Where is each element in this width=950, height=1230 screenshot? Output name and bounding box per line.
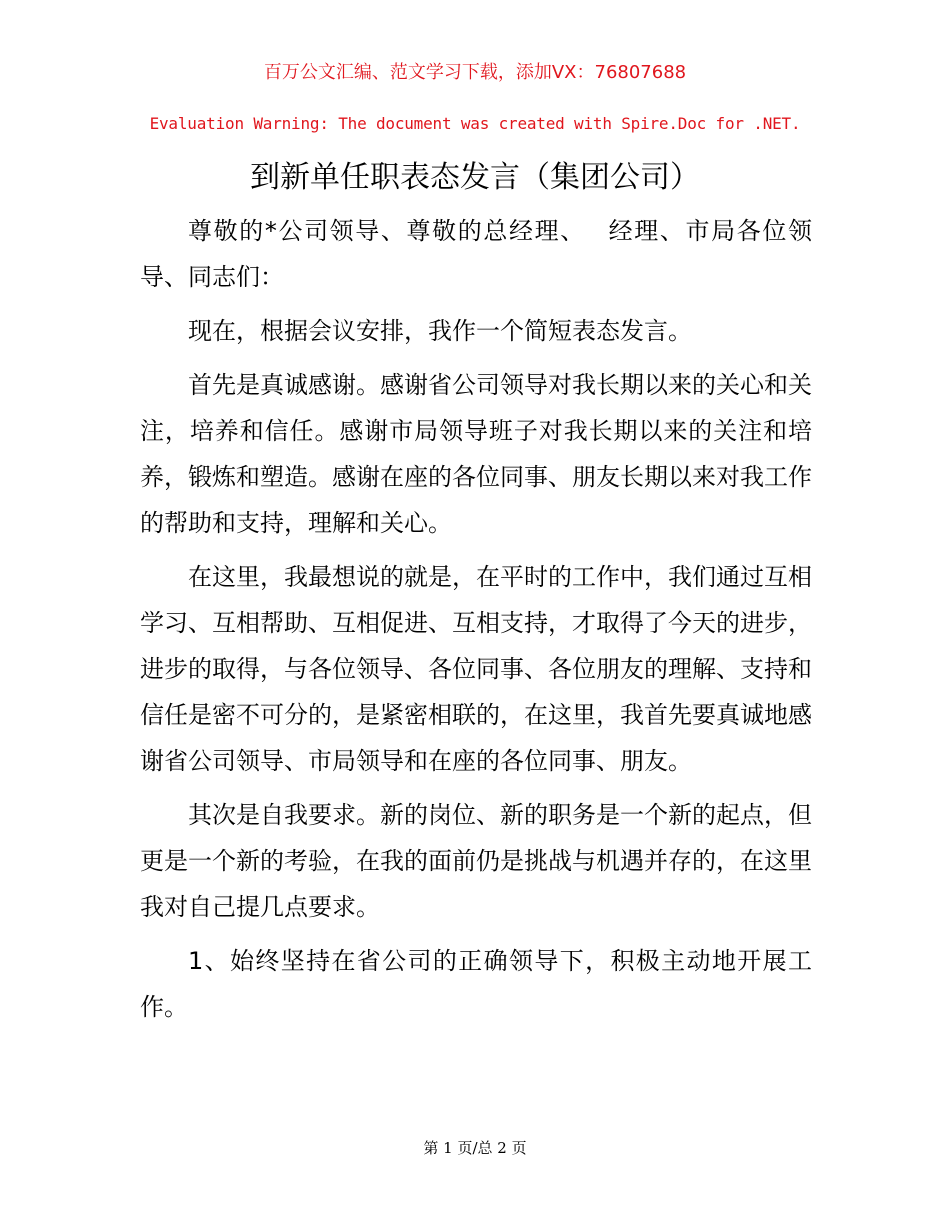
paragraph-point-1: 1、始终坚持在省公司的正确领导下，积极主动地开展工作。 <box>140 947 812 1021</box>
page-number: 第 1 页/总 2 页 <box>423 1139 527 1157</box>
paragraph-intro: 现在，根据会议安排，我作一个简短表态发言。 <box>188 317 692 345</box>
evaluation-warning: Evaluation Warning: The document was created with Spire.Doc for .NET. <box>149 114 801 133</box>
paragraph-salutation: 尊敬的*公司领导、尊敬的总经理、 经理、市局各位领导、同志们： <box>140 217 812 291</box>
paragraph-self-requirement: 其次是自我要求。新的岗位、新的职务是一个新的起点，但更是一个新的考验，在我的面前仍是挑战与机遇并存的，在这里我对自己提几点要求。 <box>140 801 812 921</box>
document-body <box>140 208 812 1038</box>
paragraph-thanks: 首先是真诚感谢。感谢省公司领导对我长期以来的关心和关注，培养和信任。感谢市局领导班子对我长期以来的关注和培养，锻炼和塑造。感谢在座的各位同事、朋友长期以来对我工作的帮助和支持，理解和关心。 <box>140 371 812 537</box>
paragraph-reflection: 在这里，我最想说的就是，在平时的工作中，我们通过互相学习、互相帮助、互相促进、互相支持，才取得了今天的进步，进步的取得，与各位领导、各位同事、各位朋友的理解、支持和信任是密不可分的，是紧密相联的，在这里，我首先要真诚地感谢省公司领导、市局领导和在座的各位同事、朋友。 <box>140 563 812 775</box>
document-title: 到新单任职表态发言（集团公司） <box>250 160 700 195</box>
header-ad-text: 百万公文汇编、范文学习下载，添加VX：76807688 <box>263 62 687 83</box>
